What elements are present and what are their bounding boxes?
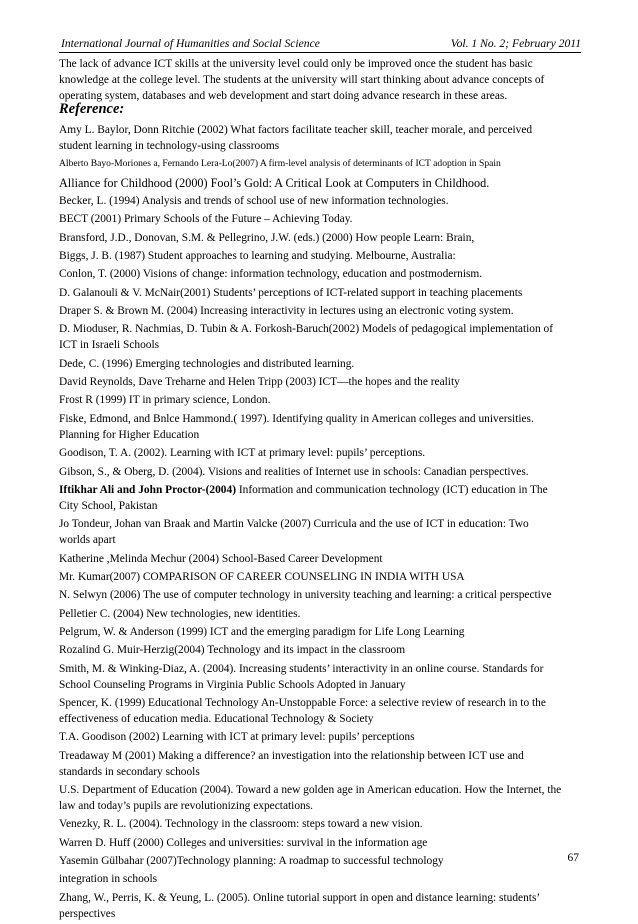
- reference-line: [59, 853, 585, 869]
- reference-line: [59, 211, 585, 227]
- reference-line: [59, 356, 585, 372]
- reference-line: [59, 337, 585, 353]
- reference-entry: [59, 230, 585, 246]
- reference-line: [59, 156, 585, 172]
- reference-line: [59, 661, 585, 677]
- reference-entry: [59, 303, 585, 319]
- reference-text: Warren D. Huff (2000) Colleges and universities: survival in the information age: [59, 836, 428, 849]
- reference-text: ICT in Israeli Schools: [59, 339, 160, 352]
- intro-paragraph: [59, 56, 581, 104]
- reference-text: Venezky, R. L. (2004). Technology in the classroom: steps toward a new vision.: [59, 818, 423, 831]
- reference-text: Frost R (1999) IT in primary science, London.: [59, 394, 271, 407]
- reference-entry: [59, 122, 585, 154]
- reference-line: [59, 464, 585, 480]
- reference-entry: [59, 392, 585, 408]
- reference-line: [59, 729, 585, 745]
- reference-entry: [59, 624, 585, 640]
- reference-line: [59, 321, 585, 337]
- reference-entry: [59, 729, 585, 745]
- reference-text: standards in secondary schools: [59, 765, 200, 778]
- reference-heading: Reference:: [59, 101, 125, 117]
- reference-line: [59, 193, 585, 209]
- reference-text: T.A. Goodison (2002) Learning with ICT at primary level: pupils’ perceptions: [59, 731, 415, 744]
- reference-text: student learning in technology-using classrooms: [59, 140, 280, 152]
- reference-entry: [59, 266, 585, 282]
- reference-line: [59, 764, 585, 780]
- reference-entry: [59, 248, 585, 264]
- reference-entry: [59, 464, 585, 480]
- reference-text: BECT (2001) Primary Schools of the Future – Achieving Today.: [59, 213, 353, 226]
- reference-entry: [59, 569, 585, 585]
- reference-text: Yasemin Gülbahar (2007)Technology planning: A roadmap to successful technology: [59, 855, 444, 867]
- reference-entry: [59, 695, 585, 727]
- reference-entry: [59, 587, 585, 603]
- reference-text: D. Mioduser, R. Nachmias, D. Tubin & A. Forkosh-Baruch(2002) Models of pedagogical implementation of: [59, 323, 554, 336]
- reference-text: Conlon, T. (2000) Visions of change: information technology, education and postmodernism.: [59, 268, 483, 281]
- reference-line: [59, 587, 585, 603]
- reference-text: Fiske, Edmond, and Bnlce Hammond.( 1997). Identifying quality in American colleges and universities.: [59, 412, 534, 425]
- reference-line: [59, 482, 585, 498]
- reference-entry: [59, 782, 585, 814]
- reference-text: integration in schools: [59, 873, 158, 886]
- reference-entry: [59, 193, 585, 209]
- reference-entry: [59, 211, 585, 227]
- running-header: [59, 36, 581, 53]
- reference-line: [59, 835, 585, 851]
- reference-text: Amy L. Baylor, Donn Ritchie (2002) What factors facilitate teacher skill, teacher morale, and perceived: [59, 124, 533, 136]
- reference-entry: [59, 285, 585, 301]
- reference-line: [59, 498, 585, 514]
- reference-list: [59, 122, 585, 924]
- reference-line: [59, 374, 585, 390]
- reference-entry: [59, 175, 585, 191]
- reference-line: [59, 624, 585, 640]
- reference-text: Draper S. & Brown M. (2004) Increasing interactivity in lectures using an electronic voting system.: [59, 305, 514, 318]
- intro-line: The lack of advance ICT skills at the university level could only be improved once the student has basic: [59, 58, 533, 70]
- reference-text: Pelgrum, W. & Anderson (1999) ICT and the emerging paradigm for Life Long Learning: [59, 625, 465, 638]
- reference-line: [59, 798, 585, 814]
- reference-text: Katherine ,Melinda Mechur (2004) School-Based Career Development: [59, 552, 383, 565]
- reference-entry: [59, 748, 585, 780]
- reference-text: Dede, C. (1996) Emerging technologies and distributed learning.: [59, 357, 355, 370]
- reference-entry: [59, 871, 585, 887]
- reference-text: Mr. Kumar(2007) COMPARISON OF CAREER COUNSELING IN INDIA WITH USA: [59, 570, 465, 583]
- reference-entry: [59, 551, 585, 567]
- reference-line: [59, 606, 585, 622]
- reference-entry: [59, 661, 585, 693]
- reference-text: Bransford, J.D., Donovan, S.M. & Pellegrino, J.W. (eds.) (2000) How people Learn: Brain,: [59, 231, 475, 244]
- reference-line: [59, 677, 585, 693]
- reference-text: Zhang, W., Perris, K. & Yeung, L. (2005). Online tutorial support in open and distance learning: students’: [59, 891, 541, 904]
- reference-text: Planning for Higher Education: [59, 428, 200, 441]
- reference-text: Jo Tondeur, Johan van Braak and Martin Valcke (2007) Curricula and the use of ICT in education: Two: [59, 518, 529, 531]
- reference-entry: [59, 445, 585, 461]
- reference-text: Biggs, J. B. (1987) Student approaches to learning and studying. Melbourne, Australia:: [59, 250, 456, 263]
- reference-text: David Reynolds, Dave Treharne and Helen Tripp (2003) ICT—the hopes and the reality: [59, 376, 460, 389]
- reference-entry: [59, 156, 585, 172]
- reference-text: Alberto Bayo-Moriones a, Fernando Lera-Lo(2007) A firm-level analysis of determinants of ICT adoption in Spain: [59, 158, 501, 170]
- reference-entry: [59, 890, 585, 922]
- reference-entry: [59, 516, 585, 548]
- reference-entry: [59, 411, 585, 443]
- reference-line: [59, 230, 585, 246]
- reference-line: [59, 516, 585, 532]
- intro-line: operating system, databases and web development and start doing advance research in these areas.: [59, 90, 508, 102]
- journal-title: International Journal of Humanities and Social Science: [61, 37, 320, 50]
- page-number: 67: [567, 852, 579, 864]
- reference-entry: [59, 356, 585, 372]
- reference-text: Goodison, T. A. (2002). Learning with ICT at primary level: pupils’ perceptions.: [59, 447, 426, 460]
- reference-text: Pelletier C. (2004) New technologies, new identities.: [59, 607, 301, 620]
- reference-line: [59, 906, 585, 922]
- reference-text: worlds apart: [59, 534, 116, 547]
- reference-entry: [59, 835, 585, 851]
- reference-text: law and today’s pupils are revolutionizing expectations.: [59, 799, 314, 812]
- reference-line: [59, 782, 585, 798]
- reference-entry: [59, 606, 585, 622]
- reference-text: Rozalind G. Muir-Herzig(2004) Technology and its impact in the classroom: [59, 644, 406, 657]
- reference-line: [59, 871, 585, 887]
- reference-text: Treadaway M (2001) Making a difference? an investigation into the relationship between ICT use and: [59, 749, 524, 762]
- reference-line: [59, 711, 585, 727]
- reference-line: [59, 445, 585, 461]
- reference-line: [59, 411, 585, 427]
- reference-text: U.S. Department of Education (2004). Toward a new golden age in American education. How the Internet, the: [59, 783, 562, 796]
- reference-entry: [59, 642, 585, 658]
- reference-line: [59, 138, 585, 154]
- reference-line: [59, 303, 585, 319]
- reference-line: [59, 816, 585, 832]
- reference-text: Becker, L. (1994) Analysis and trends of school use of new information technologies.: [59, 195, 449, 208]
- reference-entry: [59, 374, 585, 390]
- reference-text: Alliance for Childhood (2000) Fool’s Gold: A Critical Look at Computers in Childhood.: [59, 175, 490, 190]
- reference-entry: [59, 482, 585, 514]
- reference-line: [59, 266, 585, 282]
- reference-line: [59, 551, 585, 567]
- reference-line: [59, 427, 585, 443]
- reference-text: Gibson, S., & Oberg, D. (2004). Visions and realities of Internet use in schools: Canadian perspectives.: [59, 465, 529, 478]
- issue-info: Vol. 1 No. 2; February 2011: [450, 37, 581, 50]
- reference-text: Smith, M. & Winking-Diaz, A. (2004). Increasing students’ interactivity in an online course. Standards for: [59, 662, 544, 675]
- reference-line: [59, 532, 585, 548]
- reference-line: [59, 569, 585, 585]
- reference-entry: [59, 853, 585, 869]
- reference-author-bold: Iftikhar Ali and John Proctor-(2004): [59, 483, 236, 496]
- reference-line: [59, 248, 585, 264]
- reference-entry: [59, 321, 585, 353]
- reference-line: [59, 642, 585, 658]
- page: [59, 0, 583, 920]
- reference-text: D. Galanouli & V. McNair(2001) Students’ perceptions of ICT-related support in teaching placements: [59, 286, 523, 299]
- reference-text: School Counseling Programs in Virginia Public Schools Adopted in January: [59, 678, 406, 691]
- reference-line: [59, 122, 585, 138]
- reference-line: [59, 695, 585, 711]
- reference-entry: [59, 816, 585, 832]
- reference-line: [59, 175, 585, 191]
- reference-line: [59, 748, 585, 764]
- reference-line: [59, 890, 585, 906]
- reference-text: perspectives: [59, 907, 116, 920]
- reference-text: Information and communication technology (ICT) education in The: [235, 483, 548, 496]
- reference-text: effectiveness of education media. Educational Technology & Society: [59, 712, 374, 725]
- reference-line: [59, 285, 585, 301]
- reference-text: Spencer, K. (1999) Educational Technology An-Unstoppable Force: a selective review of research in to the: [59, 696, 546, 709]
- reference-line: [59, 392, 585, 408]
- reference-text: N. Selwyn (2006) The use of computer technology in university teaching and learning: a critical perspective: [59, 589, 552, 602]
- reference-text: City School, Pakistan: [59, 499, 158, 512]
- intro-line: knowledge at the college level. The students at the university will start thinking about advance concepts of: [59, 74, 545, 86]
